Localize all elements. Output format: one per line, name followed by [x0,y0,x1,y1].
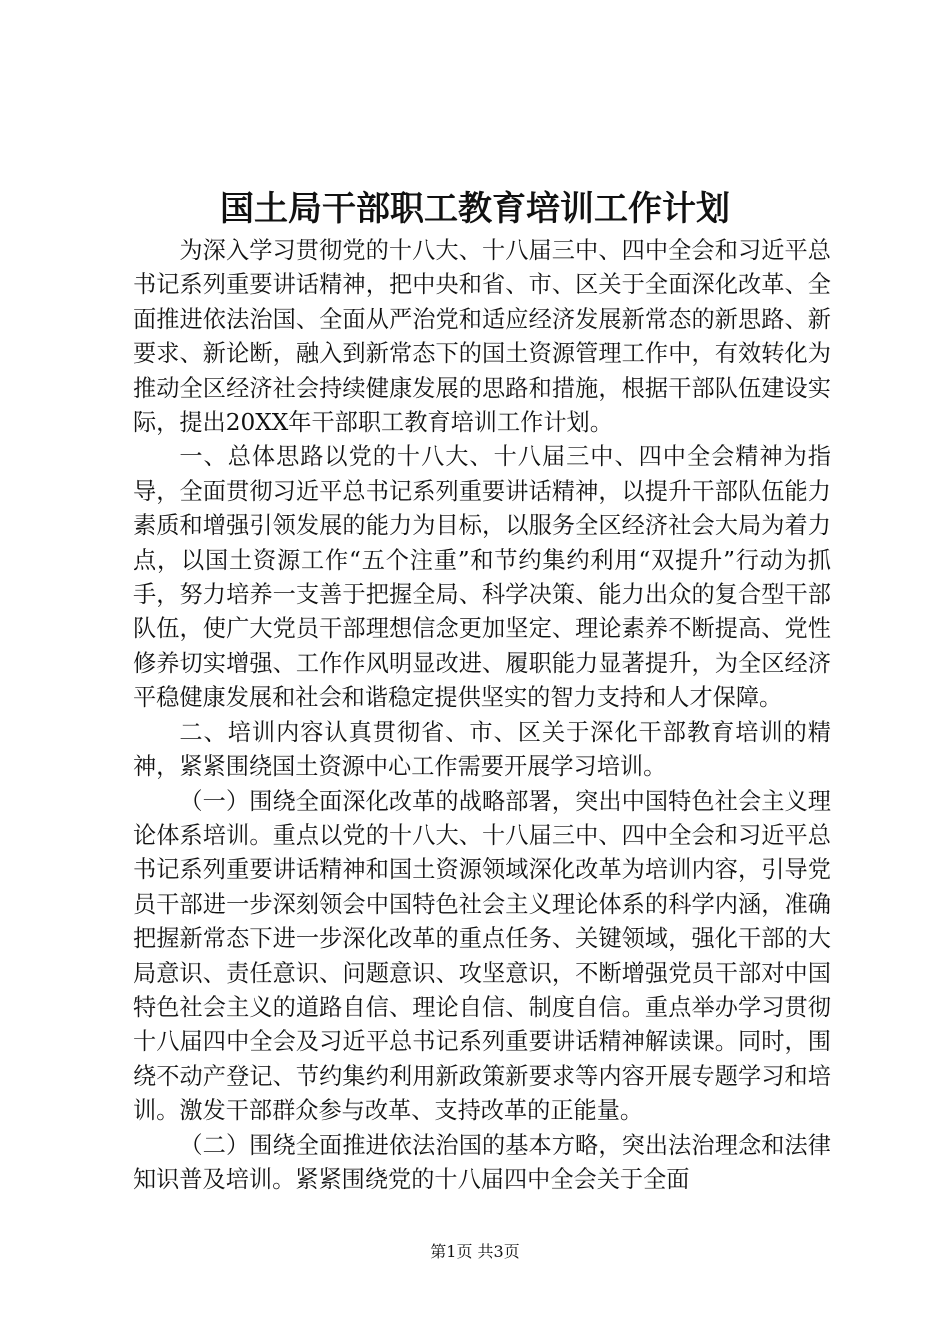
paragraph-intro: 为深入学习贯彻党的十八大、十八届三中、四中全会和习近平总书记系列重要讲话精神，把中央和省、市、区关于全面深化改革、全面推进依法治国、全面从严治党和适应经济发展新常态的新思路、新要求、新论断，融入到新常态下的国土资源管理工作中，有效转化为推动全区经济社会持续健康发展的思路和措施，根据干部队伍建设实际，提出20XX年干部职工教育培训工作计划。 [133,237,831,437]
paragraph-section-one: （一）围绕全面深化改革的战略部署，突出中国特色社会主义理论体系培训。重点以党的十八大、十八届三中、四中全会和习近平总书记系列重要讲话精神和国土资源领域深化改革为培训内容，引导党员干部进一步深刻领会中国特色社会主义理论体系的科学内涵，准确把握新常态下进一步深化改革的重点任务、关键领域，强化干部的大局意识、责任意识、问题意识、攻坚意识，不断增强党员干部对中国特色社会主义的道路自信、理论自信、制度自信。重点举办学习贯彻十八届四中全会及习近平总书记系列重要讲话精神解读课。同时，围绕不动产登记、节约集约利用新政策新要求等内容开展专题学习和培训。激发干部群众参与改革、支持改革的正能量。 [133,787,831,1125]
page-footer [0,1241,950,1263]
paragraph-overall-approach: 一、总体思路以党的十八大、十八届三中、四中全会精神为指导，全面贯彻习近平总书记系列重要讲话精神，以提升干部队伍能力素质和增强引领发展的能力为目标，以服务全区经济社会大局为着力点，以国土资源工作“五个注重”和节约集约利用“双提升”行动为抓手，努力培养一支善于把握全局、科学决策、能力出众的复合型干部队伍，使广大党员干部理想信念更加坚定、理论素养不断提高、党性修养切实增强、工作作风明显改进、履职能力显著提升，为全区经济平稳健康发展和社会和谐稳定提供坚实的智力支持和人才保障。 [133,443,831,712]
page-number: 第1页 共3页 [430,1242,520,1261]
document-body [133,234,831,1197]
paragraph-training-content: 二、培训内容认真贯彻省、市、区关于深化干部教育培训的精神，紧紧围绕国土资源中心工作需要开展学习培训。 [133,718,831,781]
document-title: 国土局干部职工教育培训工作计划 [220,189,730,229]
paragraph-section-two: （二）围绕全面推进依法治国的基本方略，突出法治理念和法律知识普及培训。紧紧围绕党的十八届四中全会关于全面 [133,1131,831,1193]
